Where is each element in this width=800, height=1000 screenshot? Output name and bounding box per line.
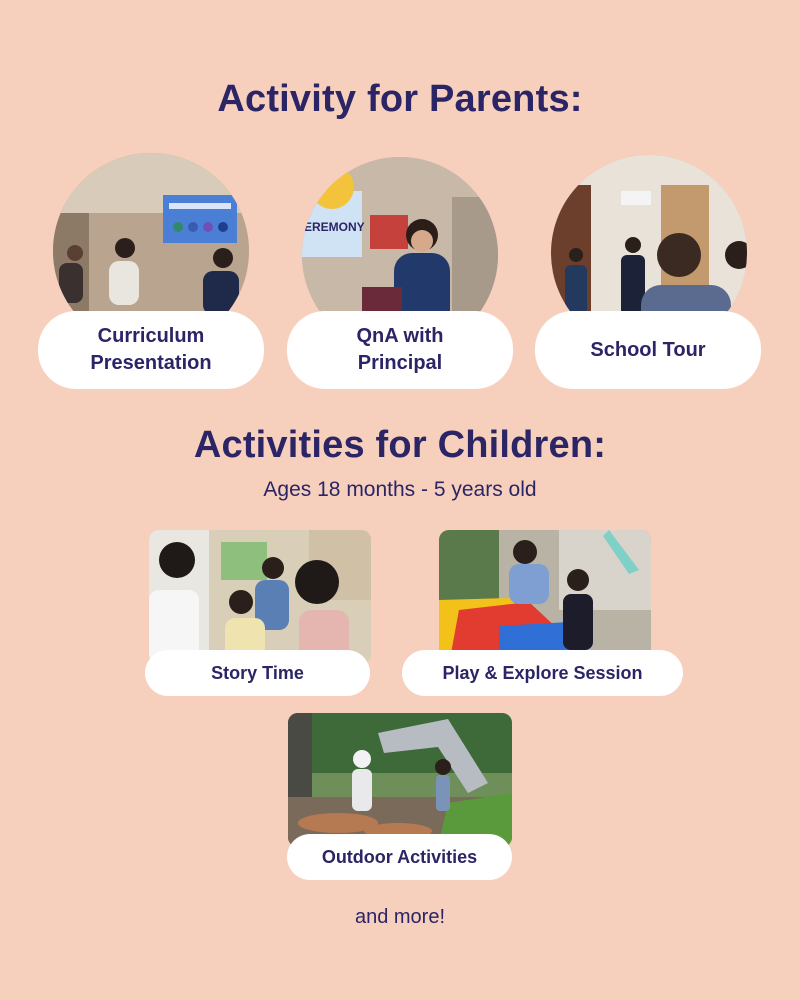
label-text: Play & Explore Session bbox=[442, 662, 643, 683]
play-explore-photo bbox=[439, 530, 651, 664]
label-line-1: Curriculum bbox=[97, 325, 205, 347]
parents-heading: Activity for Parents: bbox=[217, 78, 583, 120]
label-line-2: Presentation bbox=[90, 352, 212, 374]
label-text: Outdoor Activities bbox=[321, 846, 478, 867]
label-line-1: QnA with bbox=[356, 325, 444, 347]
children-age-range: Ages 18 months - 5 years old bbox=[263, 478, 537, 501]
children-heading: Activities for Children: bbox=[193, 424, 607, 466]
label-line-1: School Tour bbox=[590, 338, 706, 361]
curriculum-presentation-label bbox=[38, 311, 264, 389]
play-explore-label bbox=[402, 650, 683, 696]
and-more-text: and more! bbox=[354, 906, 446, 928]
story-time-label bbox=[145, 650, 370, 696]
outdoor-activities-label bbox=[287, 834, 512, 880]
story-time-photo bbox=[149, 530, 371, 664]
label-text: Story Time bbox=[211, 662, 304, 683]
label-line-2: Principal bbox=[357, 352, 443, 374]
svg-text:EREMONY: EREMONY bbox=[304, 220, 365, 234]
outdoor-activities-photo bbox=[288, 713, 512, 847]
school-tour-label bbox=[535, 311, 761, 389]
principal-qna-label bbox=[287, 311, 513, 389]
